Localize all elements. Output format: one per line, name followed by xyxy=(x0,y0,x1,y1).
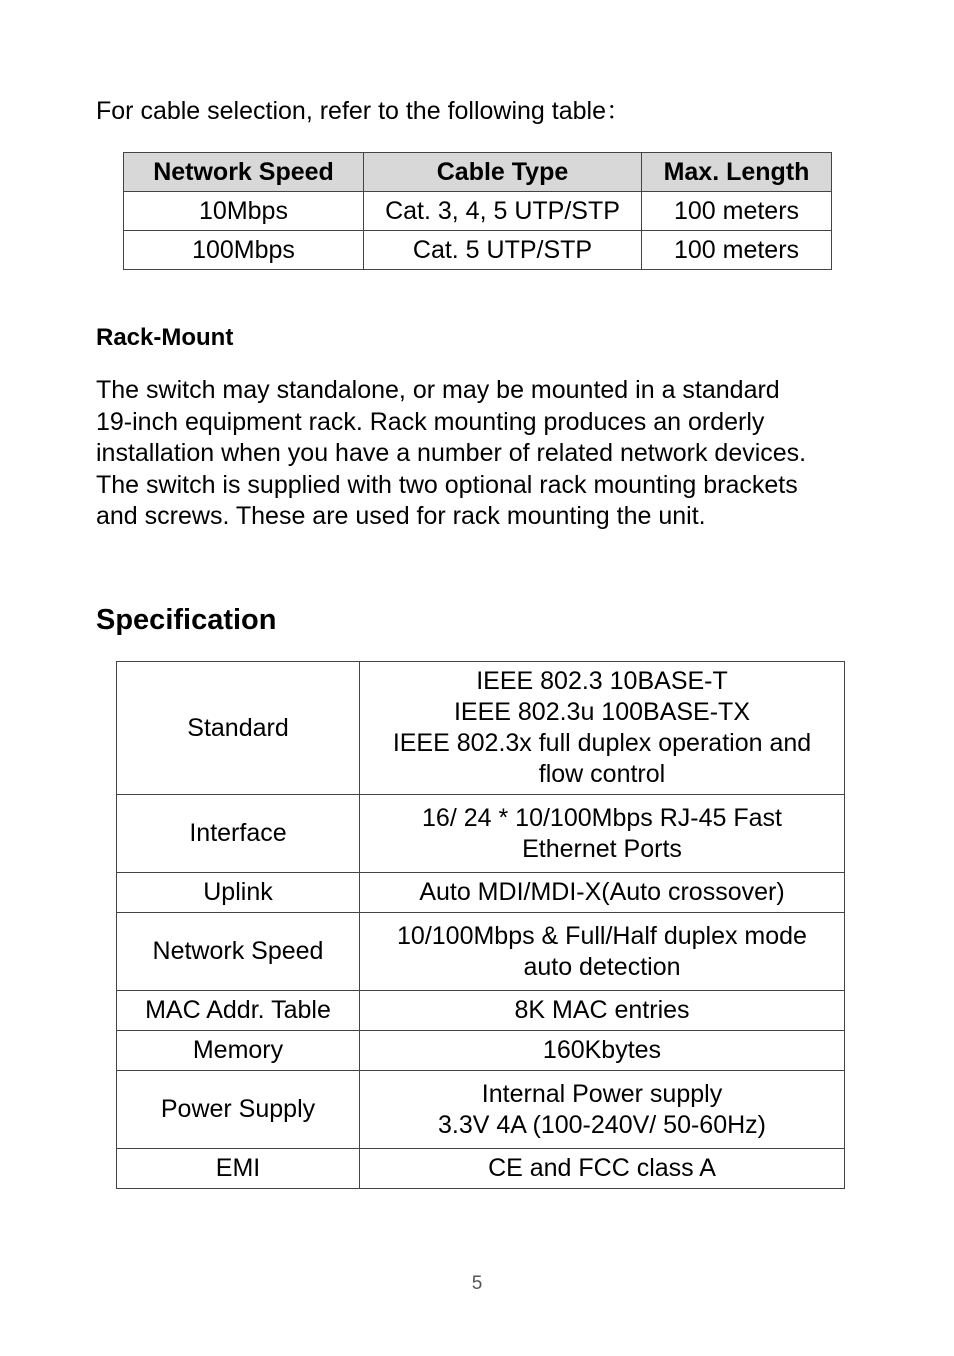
spec-key: Power Supply xyxy=(117,1071,360,1149)
table-row xyxy=(117,873,845,913)
paragraph-line: and screws. These are used for rack mounting the unit. xyxy=(96,502,706,530)
column-header: Max. Length xyxy=(642,153,832,192)
spec-value xyxy=(360,662,845,795)
table-cell: Cat. 3, 4, 5 UTP/STP xyxy=(364,192,642,231)
table-cell: 100 meters xyxy=(642,231,832,270)
intro-text: For cable selection, refer to the following table： xyxy=(96,97,631,125)
rack-mount-paragraph xyxy=(96,375,876,533)
spec-value-line: 3.3V 4A (100-240V/ 50-60Hz) xyxy=(438,1110,766,1139)
spec-value-line: 160Kbytes xyxy=(542,1036,662,1064)
spec-value xyxy=(360,1031,845,1071)
spec-key: Network Speed xyxy=(117,913,360,991)
cable-selection-table xyxy=(123,152,832,270)
paragraph-line: The switch may standalone, or may be mounted in a standard xyxy=(96,376,780,404)
table-row xyxy=(124,192,832,231)
spec-value-line: auto detection xyxy=(523,952,681,981)
table-row xyxy=(117,1149,845,1189)
table-cell: 100Mbps xyxy=(124,231,364,270)
column-header: Cable Type xyxy=(364,153,642,192)
spec-value-line: CE and FCC class A xyxy=(488,1154,716,1182)
spec-value xyxy=(360,913,845,991)
spec-value-line: Internal Power supply xyxy=(481,1079,723,1108)
specification-table xyxy=(116,661,845,1189)
spec-key: Standard xyxy=(117,662,360,795)
table-row xyxy=(124,231,832,270)
column-header: Network Speed xyxy=(124,153,364,192)
table-row xyxy=(117,991,845,1031)
spec-value xyxy=(360,873,845,913)
table-cell: 100 meters xyxy=(642,192,832,231)
spec-value-line: 10/100Mbps & Full/Half duplex mode xyxy=(397,921,807,950)
spec-value-line: flow control xyxy=(538,760,666,788)
spec-value-line: 8K MAC entries xyxy=(514,996,690,1024)
spec-value-line: Auto MDI/MDI-X(Auto crossover) xyxy=(419,878,785,906)
table-row xyxy=(117,795,845,873)
table-row xyxy=(117,662,845,795)
spec-value xyxy=(360,795,845,873)
spec-key: Interface xyxy=(117,795,360,873)
spec-value-line: IEEE 802.3 10BASE-T xyxy=(476,667,728,695)
table-row xyxy=(117,1031,845,1071)
table-row xyxy=(117,1071,845,1149)
specification-heading: Specification xyxy=(96,604,277,636)
spec-value-line: IEEE 802.3u 100BASE-TX xyxy=(453,698,750,726)
spec-value-line: 16/ 24 * 10/100Mbps RJ-45 Fast xyxy=(422,803,782,832)
table-header-row xyxy=(124,153,832,192)
paragraph-line: The switch is supplied with two optional rack mounting brackets xyxy=(96,470,798,499)
table-row xyxy=(117,913,845,991)
paragraph-line: installation when you have a number of related network devices. xyxy=(96,439,807,467)
spec-value xyxy=(360,991,845,1031)
spec-key: Uplink xyxy=(117,873,360,913)
spec-value xyxy=(360,1149,845,1189)
spec-value xyxy=(360,1071,845,1149)
rack-mount-heading: Rack-Mount xyxy=(96,324,234,351)
table-cell: 10Mbps xyxy=(124,192,364,231)
spec-value-line: IEEE 802.3x full duplex operation and xyxy=(392,729,812,757)
spec-key: Memory xyxy=(117,1031,360,1071)
table-cell: Cat. 5 UTP/STP xyxy=(364,231,642,270)
spec-key: MAC Addr. Table xyxy=(117,991,360,1031)
paragraph-line: 19-inch equipment rack. Rack mounting produces an orderly xyxy=(96,407,765,436)
spec-value-line: Ethernet Ports xyxy=(522,834,682,863)
spec-key: EMI xyxy=(117,1149,360,1189)
page-number: 5 xyxy=(471,1273,483,1294)
